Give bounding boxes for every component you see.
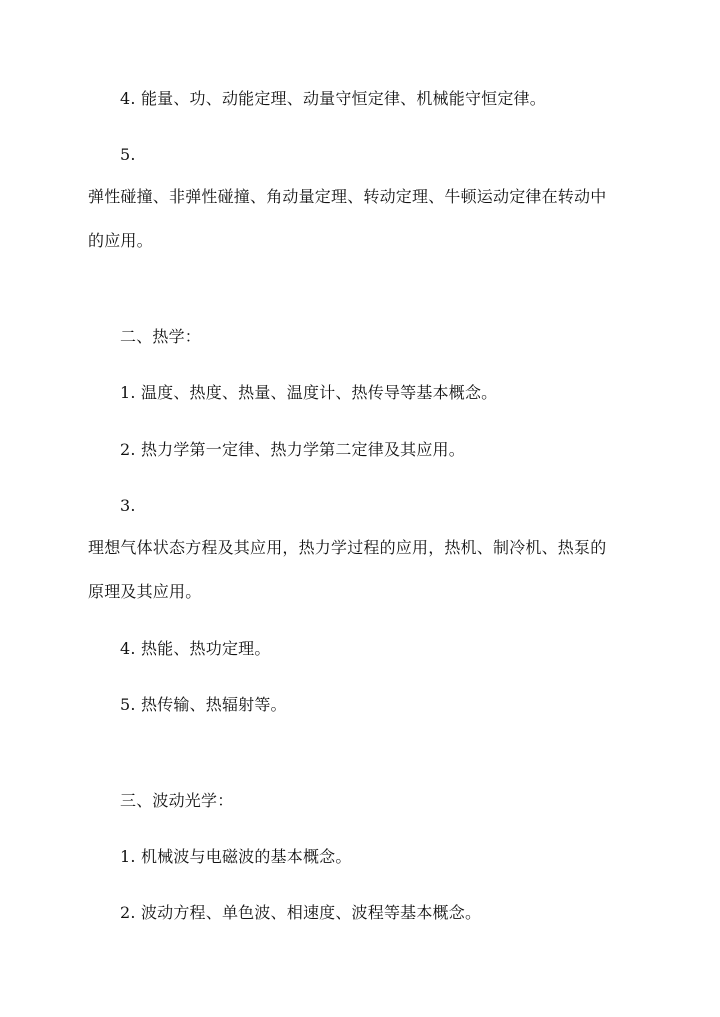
thermal-item-5: 5. 热传输、热辐射等。 [120, 695, 287, 714]
mechanics-item-5-number: 5. [120, 145, 136, 164]
mechanics-item-4: 4. 能量、功、动能定理、动量守恒定律、机械能守恒定律。 [120, 89, 546, 108]
mechanics-item-5-text-line1: 弹性碰撞、非弹性碰撞、角动量定理、转动定理、牛顿运动定律在转动中 [88, 187, 607, 206]
mechanics-item-5-text-line2: 的应用。 [88, 231, 153, 250]
thermal-item-3-number: 3. [120, 496, 136, 515]
wave-optics-heading: 三、波动光学： [120, 791, 234, 810]
thermal-item-3-text-line2: 原理及其应用。 [88, 582, 202, 601]
wave-optics-item-2: 2. 波动方程、单色波、相速度、波程等基本概念。 [120, 903, 482, 922]
thermal-item-4: 4. 热能、热功定理。 [120, 639, 271, 658]
wave-optics-item-1: 1. 机械波与电磁波的基本概念。 [120, 847, 352, 866]
thermal-heading: 二、热学： [120, 327, 202, 346]
thermal-item-3-text-line1: 理想气体状态方程及其应用，热力学过程的应用，热机、制冷机、热泵的 [88, 538, 607, 557]
thermal-item-1: 1. 温度、热度、热量、温度计、热传导等基本概念。 [120, 383, 498, 402]
thermal-item-2: 2. 热力学第一定律、热力学第二定律及其应用。 [120, 440, 465, 459]
